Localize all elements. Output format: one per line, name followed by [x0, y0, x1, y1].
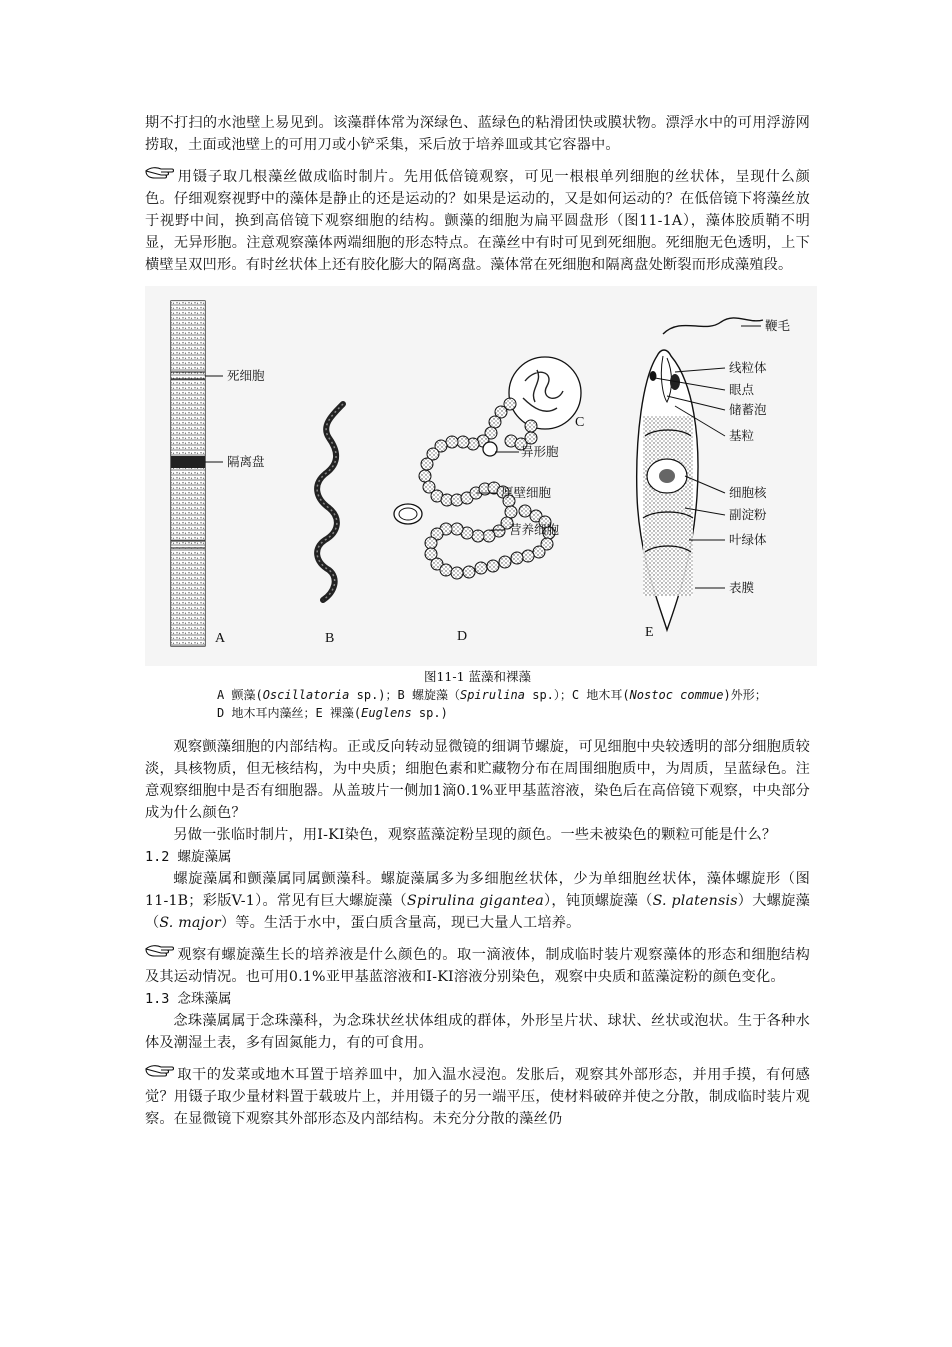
label-basal-body: 基粒: [729, 428, 755, 443]
paragraph-internal-structure: 观察颤藻细胞的内部结构。正或反向转动显微镜的细调节螺旋，可见细胞中央较透明的部分细胞质较淡，具核物质，但无核结构，为中央质；细胞色素和贮藏物分布在周围细胞质中，为周质，呈蓝绿色。注意观察细胞中是否有细胞器。从盖玻片一侧加1滴0.1%亚甲基蓝溶液，染色后在高倍镜下观察，中央部分成为什么颜色？: [145, 739, 810, 821]
section-heading-spirulina: 1.2 螺旋藻属: [145, 849, 232, 865]
label-eyespot: 眼点: [729, 382, 755, 397]
label-nucleus: 细胞核: [729, 485, 767, 500]
paragraph-oscillatoria-observation: [145, 165, 810, 276]
label-mitochondria: 线粒体: [729, 360, 767, 375]
paragraph-spirulina: 螺旋藻属和颤藻属同属颤藻科。螺旋藻属多为多细胞丝状体，少为单细胞丝状体，藻体螺旋形（图11-1B；彩版V-1）。常见有巨大螺旋藻（Spirulina gigantea），钝顶螺旋藻（S. platensis）大螺旋藻（S. major）等。生活于水中，蛋白质含量高，现已大量人工培养。: [145, 871, 810, 931]
pointing-hand-icon: [145, 943, 175, 957]
label-chloroplast: 叶绿体: [729, 532, 767, 547]
oscillatoria-filament: [171, 301, 205, 646]
label-letter-a: A: [215, 631, 226, 646]
paragraph-spirulina-observation: 观察有螺旋藻生长的培养液是什么颜色的。取一滴液体，制成临时装片观察藻体的形态和细胞结构及其运动情况。也可用0.1%亚甲基蓝溶液和I-KI溶液分别染色，观察中央质和蓝藻淀粉的颜色变化。: [145, 943, 810, 988]
label-letter-e: E: [645, 625, 654, 640]
label-heterocyst: 异形胞: [521, 444, 559, 459]
label-reservoir: 储蓄泡: [729, 402, 767, 417]
label-vegetative-cell: 营养细胞: [509, 522, 560, 537]
label-paramylon: 副淀粉: [729, 507, 767, 522]
paragraph-nostoc: 念珠藻属属于念珠藻科，为念珠状丝状体组成的群体，外形呈片状、球状、丝状或泡状。生于各种水体及潮湿土表，多有固氮能力，有的可食用。: [145, 1013, 810, 1051]
nostoc-colony: [509, 357, 581, 429]
label-letter-d: D: [457, 629, 468, 644]
akinete-cell: [394, 504, 422, 524]
paragraph-nostoc-observation: 取干的发菜或地木耳置于培养皿中，加入温水浸泡。发胀后，观察其外部形态，并用手摸，有何感觉？用镊子取少量材料置于载玻片上，并用镊子的另一端平压，使材料破碎并使之分散，制成临时装片观察。在显微镜下观察其外部形态及内部结构。未充分分散的藻丝仍: [145, 1063, 810, 1130]
label-akinete: 厚壁细胞: [501, 485, 552, 500]
figure-11-1: [145, 286, 817, 666]
heterocyst-cell: [483, 442, 497, 456]
document-page: [145, 112, 810, 1130]
label-separation-disc: 隔离盘: [227, 454, 265, 469]
paragraph-text: 用镊子取几根藻丝做成临时制片。先用低倍镜观察，可见一根根单列细胞的丝状体，呈现什么颜色。仔细观察视野中的藻体是静止的还是运动的？如果是运动的，又是如何运动的？在低倍镜下将藻丝放于视野中间，换到高倍镜下观察细胞的结构。颤藻的细胞为扁平圆盘形（图11-1A），藻体胶质鞘不明显，无异形胞。注意观察藻体两端细胞的形态特点。在藻丝中有时可见到死细胞。死细胞无色透明，上下横壁呈双凹形。有时丝状体上还有胶化膨大的隔离盘。藻体常在死细胞和隔离盘处断裂而形成藻殖段。: [145, 169, 810, 273]
pointing-hand-icon: [145, 165, 175, 179]
figure-caption-line-1: A 颤藻(Oscillatoria sp.)；B 螺旋藻（Spirulina sp.）；C 地木耳(Nostoc commue)外形；: [217, 688, 767, 702]
label-letter-b: B: [325, 631, 335, 646]
label-letter-c: C: [575, 415, 585, 430]
paragraph-iki-stain: 另做一张临时制片，用I-KI染色，观察蓝藻淀粉呈现的颜色。一些未被染色的颗粒可能是什么？: [173, 827, 777, 843]
figure-caption: 图11-1 蓝藻和裸藻: [423, 669, 532, 684]
label-dead-cell: 死细胞: [227, 368, 265, 383]
label-pellicle: 表膜: [729, 580, 755, 595]
section-heading-nostoc: 1.3 念珠藻属: [145, 991, 232, 1007]
figure-caption-line-2: D 地木耳内藻丝；E 裸藻(Euglens sp.): [217, 706, 448, 720]
paragraph-intro: 期不打扫的水池壁上易见到。该藻群体常为深绿色、蓝绿色的粘滑团快或膜状物。漂浮水中的可用浮游网捞取，土面或池壁上的可用刀或小铲采集，采后放于培养皿或其它容器中。: [145, 115, 810, 153]
pointing-hand-icon: [145, 1063, 175, 1077]
label-flagellum: 鞭毛: [765, 318, 791, 333]
figure-drawing: [145, 286, 817, 666]
